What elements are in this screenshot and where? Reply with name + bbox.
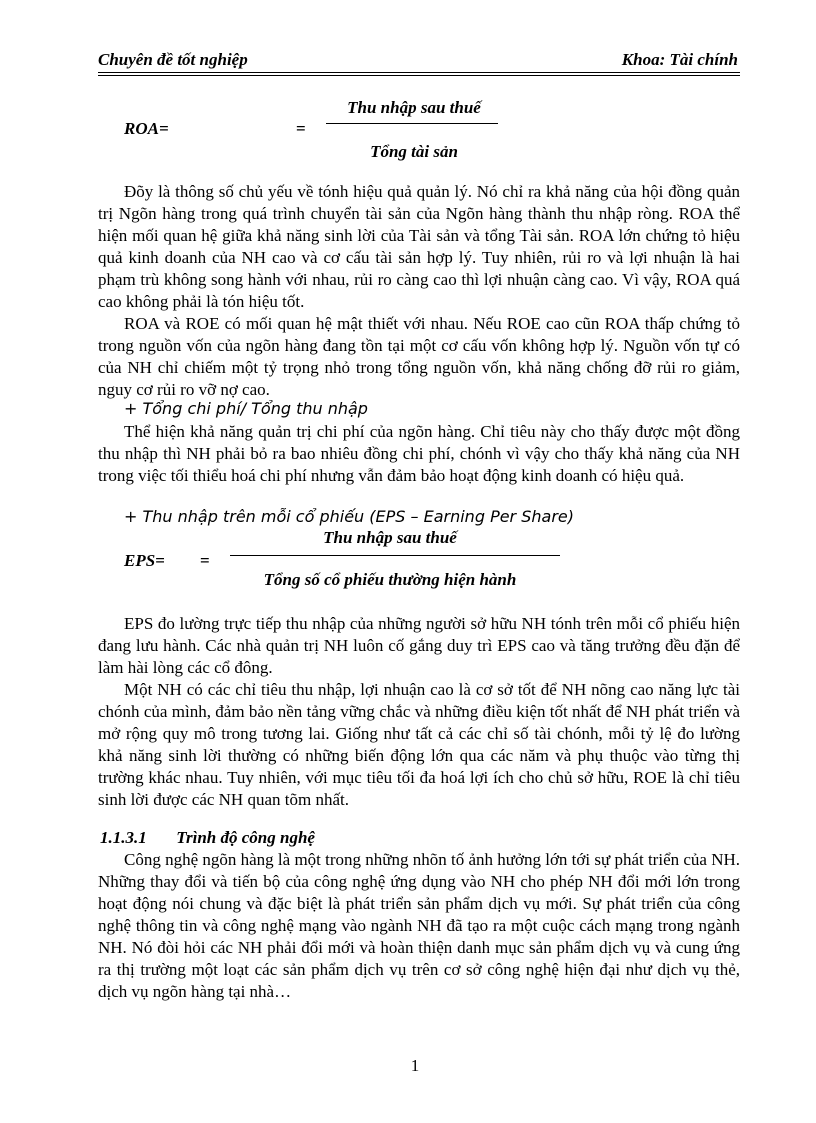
section-title: Trình độ công nghệ (176, 828, 315, 847)
page-number: 1 (410, 1056, 420, 1075)
eps-formula-label: EPS= (124, 551, 165, 570)
header-document-title: Chuyên đề tốt nghiệp (98, 50, 248, 69)
paragraph-roa-roe-relation: ROA và ROE có mối quan hệ mật thiết với nhau. Nếu ROE cao cũn ROA thấp chứng tỏ trong nguồn vốn của ngõn hàng đang tồn tại một cơ cấu vốn không hợp lý. Nguồn vốn tự có của NH chỉ chiếm một tỷ trọng nhỏ trong tổng nguồn vốn, khả năng chống đỡ rủi ro giảm, nguy cơ rủi ro vỡ nợ cao. (98, 314, 740, 399)
section-number: 1.1.3.1 (100, 828, 147, 847)
roa-fraction-bar (326, 123, 498, 124)
eps-formula-numerator: Thu nhập sau thuế (323, 528, 457, 547)
page-header (98, 50, 740, 76)
roa-formula-numerator: Thu nhập sau thuế (347, 98, 481, 117)
section-heading (100, 828, 315, 848)
paragraph-profitability-summary: Một NH có các chỉ tiêu thu nhập, lợi nhuận cao là cơ sở tốt để NH nõng cao năng lực tài chónh của mình, đảm bảo nền tảng vững chắc và những điều kiện tốt nhất để NH phát triển và mở rộng quy mô trong tương lai. Giống như tất cả các chỉ số tài chónh, mỗi tỷ lệ đo lường khả năng sinh lời thường có những biến động lớn qua các năm và phụ thuộc vào từng thị trường khác nhau. Tuy nhiên, với mục tiêu tối đa hoá lợi ích cho chủ sở hữu, ROE là chỉ tiêu sinh lời được các NH quan tõm nhất. (98, 680, 740, 809)
eps-formula-denominator: Tổng số cổ phiếu thường hiện hành (263, 570, 517, 589)
eps-formula-equals: = (200, 551, 210, 570)
roa-formula-equals: = (296, 119, 306, 138)
roa-formula-label: ROA= (124, 119, 169, 138)
paragraph-roa-explanation: Đõy là thông số chủ yếu về tónh hiệu quả quản lý. Nó chỉ ra khả năng của hội đồng quản trị Ngõn hàng trong quá trình chuyển tài sản của Ngõn hàng thành thu nhập ròng. ROA thể hiện mối quan hệ giữa khả năng sinh lời của Tài sản và tổng Tài sản. ROA lớn chứng tỏ hiệu quả kinh doanh của NH cao và cơ cấu tài sản hợp lý. Tuy nhiên, rủi ro và lợi nhuận là hai phạm trù không song hành với nhau, rủi ro càng cao thì lợi nhuận càng cao. Vì vậy, ROA quá cao không phải là tón hiệu tốt. (98, 182, 740, 311)
eps-fraction-bar (230, 555, 560, 556)
bullet-eps: + Thu nhập trên mỗi cổ phiếu (EPS – Earning Per Share) (124, 507, 574, 526)
paragraph-cost-management: Thể hiện khả năng quản trị chi phí của ngõn hàng. Chỉ tiêu này cho thấy được một đồng thu nhập thì NH phải bỏ ra bao nhiêu đồng chi phí, chónh vì vậy cho thấy khả năng của NH trong việc tối thiểu hoá chi phí nhưng vẫn đảm bảo hoạt động kinh doanh có hiệu quả. (98, 422, 740, 485)
paragraph-banking-technology: Công nghệ ngõn hàng là một trong những nhõn tố ảnh hưởng lớn tới sự phát triển của NH. Những thay đổi và tiến bộ của công nghệ ứng dụng vào NH cho phép NH đổi mới lớn trong hoạt động nói chung và đặc biệt là phát triển sản phẩm dịch vụ mới. Sự phát triển của công nghệ thông tin và công nghệ mạng vào ngành NH đã tạo ra một cuộc cách mạng trong ngành NH. Nó đòi hỏi các NH phải đổi mới và hoàn thiện danh mục sản phẩm dịch vụ và cung ứng ra thị trường một loạt các sản phẩm dịch vụ trên cơ sở công nghệ hiện đại như dịch vụ thẻ, dịch vụ ngõn hàng tại nhà… (98, 850, 741, 1001)
paragraph-eps-explanation: EPS đo lường trực tiếp thu nhập của những người sở hữu NH tónh trên mỗi cổ phiếu hiện đang lưu hành. Các nhà quản trị NH luôn cố gắng duy trì EPS cao và tăng trưởng đều đặn để làm hài lòng các cổ đông. (98, 614, 740, 677)
roa-formula-denominator: Tổng tài sản (370, 142, 458, 161)
bullet-cost-income-ratio: + Tổng chi phí/ Tổng thu nhập (124, 399, 368, 418)
header-faculty: Khoa: Tài chính (621, 50, 738, 69)
